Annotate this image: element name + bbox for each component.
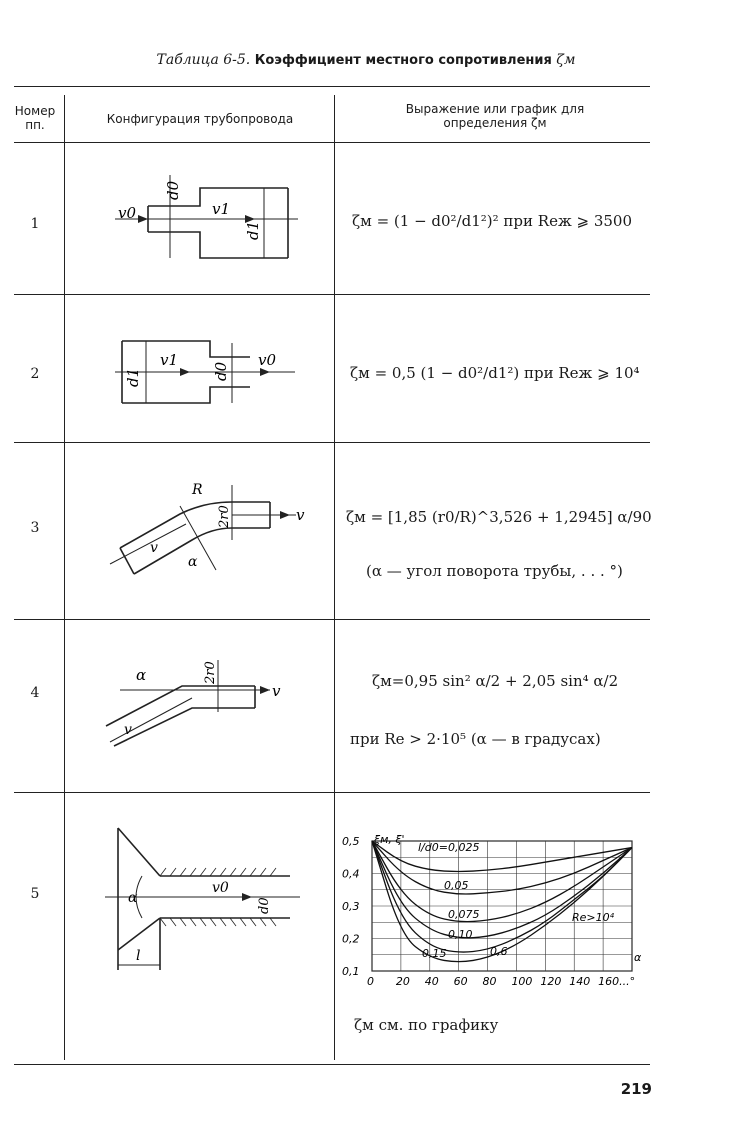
table-caption (0, 52, 732, 68)
diagram-conical-nozzle (100, 820, 310, 990)
label-l: l (136, 948, 141, 964)
row-number: 2 (30, 366, 40, 382)
label-d0: d0 (212, 361, 230, 381)
label-d1: d1 (124, 367, 142, 387)
header-expression: Выражение или график для определения ζм (405, 102, 585, 130)
note-row-5: ζм см. по графику (354, 1016, 499, 1034)
label-d1: d1 (244, 220, 262, 240)
y-tick-label: 0,1 (342, 965, 360, 978)
header-number: Номер пп. (14, 104, 56, 132)
label-2r0: 2r0 (203, 661, 218, 684)
series-line-0 (372, 841, 632, 871)
y-axis-label: ξм, ξ' (374, 833, 405, 846)
x-tick-label: 60 (453, 975, 468, 988)
row-rule-3 (14, 619, 650, 620)
label-v0: v0 (212, 880, 229, 896)
label-d0: d0 (164, 180, 182, 200)
label-d0: d0 (257, 897, 272, 914)
annotation-005: 0,05 (444, 879, 469, 892)
label-alpha: α (128, 890, 138, 906)
annotation-0025: l/d0=0,025 (418, 841, 480, 854)
row-number: 3 (30, 520, 40, 536)
resistance-chart (340, 825, 650, 1005)
y-tick-label: 0,3 (342, 900, 360, 913)
diagram-sudden-expansion (100, 160, 310, 280)
x-tick-label: 40 (424, 975, 439, 988)
caption-symbol: ζм (556, 52, 576, 68)
x-tick-label: 100 (511, 975, 533, 988)
label-v1: v1 (160, 351, 179, 369)
label-v0: v0 (118, 204, 137, 222)
row-rule-1 (14, 294, 650, 295)
annotation-015: 0,15 (422, 947, 447, 960)
diagram-smooth-bend (100, 470, 310, 600)
header-configuration: Конфигурация трубопровода (106, 112, 294, 126)
y-tick-label: 0,2 (342, 932, 360, 946)
label-v-out: v (296, 506, 305, 524)
col-divider-1 (64, 95, 65, 1060)
y-tick-label: 0,4 (342, 867, 360, 881)
col-divider-2 (334, 95, 335, 1060)
series-line-4 (372, 841, 632, 952)
formula-row-1: ζм = (1 − d0²/d1²)² при Reж ⩾ 3500 (352, 212, 633, 230)
annotation-re: Re>10⁴ (572, 911, 615, 924)
caption-label: Таблица 6-5. (156, 52, 251, 68)
table-top-rule (14, 86, 650, 87)
label-alpha: α (188, 554, 198, 570)
x-tick-label: 140 (569, 975, 591, 988)
x-tick-label: 20 (395, 975, 410, 988)
annotation-0075: 0,075 (448, 908, 480, 921)
row-number: 5 (30, 886, 40, 902)
table-bottom-rule (14, 1064, 650, 1065)
annotation-010: 0,10 (448, 928, 473, 941)
page-number: 219 (620, 1080, 652, 1098)
label-v-in: v (150, 540, 158, 556)
x-tick-label: 120 (540, 975, 562, 988)
label-v0: v0 (258, 351, 277, 369)
caption-title: Коэффициент местного сопротивления (254, 53, 552, 68)
formula-row-3: ζм = [1,85 (r0/R)^3,526 + 1,2945] α/90 (346, 508, 652, 526)
x-axis-label: α (634, 951, 642, 964)
row-number: 4 (30, 685, 40, 701)
label-v1: v1 (212, 200, 231, 218)
x-tick-label: 0 (367, 975, 374, 988)
x-tick-label: 80 (482, 975, 497, 988)
chart-series (372, 841, 632, 962)
label-v-in: v (124, 722, 132, 738)
label-2r0: 2r0 (217, 505, 232, 528)
label-R: R (192, 482, 203, 498)
formula-row-4: ζм=0,95 sin² α/2 + 2,05 sin⁴ α/2 (372, 672, 619, 690)
diagram-sharp-bend (100, 640, 310, 760)
note-row-4: при Re > 2·10⁵ (α — в градусах) (350, 730, 601, 748)
formula-row-2: ζм = 0,5 (1 − d0²/d1²) при Reж ⩾ 10⁴ (350, 364, 640, 382)
row-rule-4 (14, 792, 650, 793)
y-tick-label: 0,5 (342, 835, 360, 848)
header-bottom-rule (14, 142, 650, 143)
label-alpha: α (136, 666, 147, 684)
x-tick-label: 160...° (598, 975, 636, 988)
row-number: 1 (30, 216, 40, 232)
annotation-06: 0,6 (490, 945, 508, 958)
diagram-sudden-contraction (110, 325, 310, 415)
row-rule-2 (14, 442, 650, 443)
label-v-out: v (272, 682, 281, 700)
note-row-3: (α — угол поворота трубы, . . . °) (366, 562, 623, 580)
